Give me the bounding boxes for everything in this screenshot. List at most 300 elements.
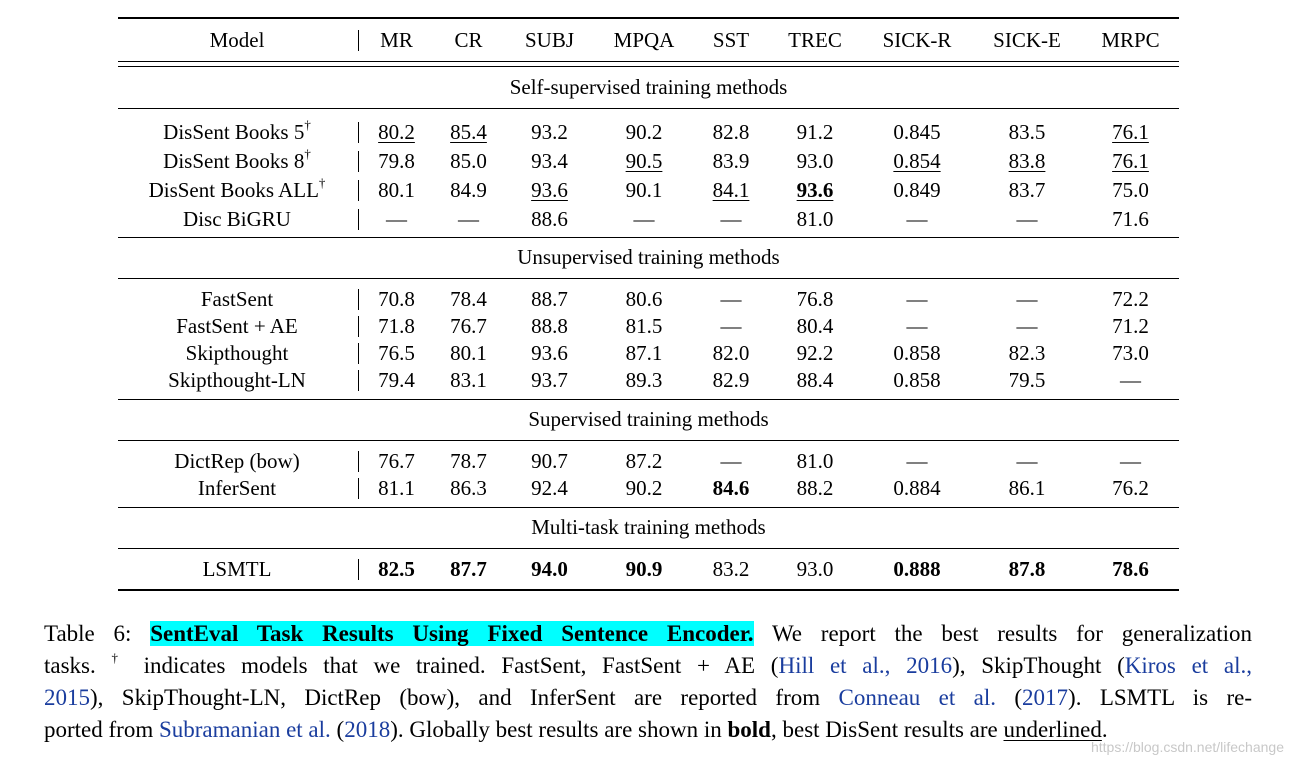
citation-subramanian[interactable]: Subramanian et al.: [158, 717, 331, 742]
value-text: 80.2: [378, 120, 415, 144]
value-cell-cr: [432, 120, 505, 144]
value-text: 86.3: [450, 476, 487, 500]
value-cell-mrpc: [1082, 557, 1179, 581]
value-text: 90.7: [531, 449, 568, 473]
value-cell-sick-e: [972, 368, 1082, 392]
value-text: 79.4: [378, 368, 415, 392]
value-text: 84.6: [712, 476, 750, 500]
header-sick-r: SICK-R: [882, 28, 952, 52]
value-cell-trec: [768, 207, 862, 231]
section-title-self-supervised-training-methods: Self-supervised training methods: [509, 75, 788, 99]
table-row: [118, 314, 1179, 338]
value-cell-sick-r: [862, 341, 972, 365]
value-text: 88.7: [531, 287, 568, 311]
caption-line-3: 2015), SkipThought-LN, DictRep (bow), and InferSent are reported from Conneau et al. (2017). LSMTL is re-: [44, 685, 1253, 710]
value-cell-cr: [432, 368, 505, 392]
table-row: [118, 476, 1179, 500]
value-cell-mrpc: [1082, 341, 1179, 365]
value-text: 92.2: [796, 341, 834, 365]
value-cell-trec: [768, 120, 862, 144]
watermark: https://blog.csdn.net/lifechange: [1090, 739, 1284, 755]
column-separator: [358, 559, 359, 580]
section-title-supervised-training-methods: Supervised training methods: [528, 407, 769, 431]
caption-text: , best DisSent results are: [770, 717, 998, 742]
model-name: DisSent Books 8: [163, 149, 305, 173]
model-name-cell: [118, 146, 356, 173]
value-text: 76.7: [378, 449, 415, 473]
value-cell-cr: [432, 341, 505, 365]
value-cell-sst: [694, 207, 768, 231]
value-cell-mpqa: [594, 149, 694, 173]
value-cell-subj: [505, 207, 594, 231]
section-title-unsupervised-training-methods: Unsupervised training methods: [517, 245, 780, 269]
value-text: 81.0: [796, 207, 834, 231]
value-cell-mr: [361, 149, 432, 173]
value-text: —: [633, 207, 655, 231]
value-text: 87.7: [450, 557, 487, 581]
value-text: 70.8: [378, 287, 415, 311]
value-text: 90.5: [625, 149, 663, 173]
value-text: 80.1: [450, 341, 487, 365]
citation-kiros-year[interactable]: 2015: [44, 685, 90, 710]
value-text: 85.4: [450, 120, 487, 144]
column-separator: [358, 122, 359, 143]
section-end-rule: [118, 507, 1179, 508]
caption-line-2: [44, 650, 1252, 682]
value-cell-sick-e: [972, 120, 1082, 144]
value-text: 80.4: [796, 314, 834, 338]
value-cell-subj: [505, 149, 594, 173]
value-text: 93.2: [531, 120, 568, 144]
citation-hill-2016[interactable]: Hill et al., 2016: [778, 653, 953, 678]
section-end-rule: [118, 399, 1179, 400]
bold-word: bold: [727, 717, 771, 742]
value-cell-trec: [768, 368, 862, 392]
value-cell-sick-e: [972, 149, 1082, 173]
value-cell-sick-r: [862, 449, 972, 473]
section-rule: [118, 108, 1179, 109]
header-subj: SUBJ: [524, 28, 575, 52]
value-text: —: [906, 287, 928, 311]
value-text: 79.8: [378, 149, 415, 173]
value-text: 80.1: [378, 178, 415, 202]
value-text: 83.7: [1008, 178, 1046, 202]
value-text: 80.6: [625, 287, 663, 311]
model-name-cell: [118, 287, 356, 311]
model-name: DisSent Books ALL: [148, 178, 319, 202]
table-row: [118, 175, 1179, 202]
caption-text: We report the best results for generalization: [771, 621, 1252, 646]
table-caption: [44, 618, 1252, 746]
value-text: —: [720, 207, 742, 231]
value-text: 76.5: [378, 341, 415, 365]
header-trec: TREC: [788, 28, 842, 52]
column-separator: [358, 289, 359, 310]
column-separator: [358, 370, 359, 391]
value-text: 93.7: [531, 368, 568, 392]
value-cell-sick-e: [972, 449, 1082, 473]
value-text: 93.6: [796, 178, 834, 202]
value-cell-mrpc: [1082, 149, 1179, 173]
value-text: 78.4: [450, 287, 487, 311]
value-cell-sst: [694, 476, 768, 500]
value-cell-mpqa: [594, 314, 694, 338]
column-separator: [358, 451, 359, 472]
value-text: —: [720, 314, 742, 338]
value-cell-mpqa: [594, 476, 694, 500]
value-cell-subj: [505, 368, 594, 392]
value-cell-sick-r: [862, 149, 972, 173]
value-text: —: [906, 314, 928, 338]
value-cell-sick-r: [862, 287, 972, 311]
value-cell-sick-e: [972, 178, 1082, 202]
bottom-rule: [118, 589, 1179, 591]
header-sst: SST: [712, 28, 750, 52]
value-text: 78.6: [1112, 557, 1149, 581]
value-text: 93.0: [796, 149, 834, 173]
value-cell-mr: [361, 476, 432, 500]
value-text: 76.7: [450, 314, 487, 338]
model-name: FastSent: [200, 287, 274, 311]
model-name-cell: [118, 449, 356, 473]
underlined-word: underlined: [1003, 717, 1102, 742]
value-text: 82.9: [712, 368, 750, 392]
value-text: 71.6: [1112, 207, 1149, 231]
value-text: 76.1: [1112, 149, 1149, 173]
model-name-cell: [118, 368, 356, 392]
table-row: [118, 449, 1179, 473]
value-cell-subj: [505, 341, 594, 365]
value-text: —: [1016, 314, 1038, 338]
value-cell-subj: [505, 449, 594, 473]
value-text: 90.9: [625, 557, 663, 581]
value-cell-sst: [694, 120, 768, 144]
value-cell-mpqa: [594, 287, 694, 311]
value-text: —: [906, 207, 928, 231]
value-text: 84.9: [450, 178, 487, 202]
model-name-cell: [118, 314, 356, 338]
value-cell-mrpc: [1082, 120, 1179, 144]
value-cell-mrpc: [1082, 207, 1179, 231]
value-text: 88.2: [796, 476, 834, 500]
value-cell-sick-e: [972, 341, 1082, 365]
value-text: 82.5: [378, 557, 415, 581]
model-name: Skipthought-LN: [168, 368, 306, 392]
value-cell-mpqa: [594, 178, 694, 202]
caption-text: indicates models that we trained. FastSent, FastSent + AE (: [143, 653, 779, 678]
value-text: 93.6: [531, 341, 568, 365]
caption-label: Table 6:: [44, 621, 132, 646]
value-cell-mr: [361, 557, 432, 581]
header-mpqa: MPQA: [613, 28, 675, 52]
model-name-cell: [118, 117, 356, 144]
value-cell-mr: [361, 314, 432, 338]
value-cell-subj: [505, 476, 594, 500]
value-text: 83.8: [1008, 149, 1046, 173]
value-cell-mpqa: [594, 341, 694, 365]
caption-line-1: [44, 618, 1252, 650]
value-cell-sst: [694, 341, 768, 365]
value-text: —: [720, 287, 742, 311]
value-cell-sick-r: [862, 557, 972, 581]
caption-text: tasks.: [44, 653, 96, 678]
value-text: 87.1: [625, 341, 663, 365]
header-model: Model: [209, 28, 265, 52]
value-cell-sick-e: [972, 207, 1082, 231]
model-name-cell: [118, 175, 356, 202]
value-text: —: [720, 449, 742, 473]
section-rule: [118, 278, 1179, 279]
model-name: LSMTL: [202, 557, 272, 581]
value-text: 72.2: [1112, 287, 1149, 311]
value-cell-mr: [361, 178, 432, 202]
model-name-cell: [118, 341, 356, 365]
value-text: 94.0: [531, 557, 568, 581]
value-cell-sst: [694, 449, 768, 473]
value-cell-trec: [768, 449, 862, 473]
value-cell-sick-r: [862, 120, 972, 144]
table-row: [118, 557, 1179, 581]
value-cell-cr: [432, 449, 505, 473]
value-cell-mrpc: [1082, 287, 1179, 311]
dagger-mark: †: [304, 117, 311, 132]
value-cell-mrpc: [1082, 449, 1179, 473]
value-text: 81.0: [796, 449, 834, 473]
header-cr: CR: [454, 28, 483, 52]
column-separator: [358, 180, 359, 201]
value-cell-sick-r: [862, 368, 972, 392]
value-text: 83.1: [450, 368, 487, 392]
value-cell-mpqa: [594, 120, 694, 144]
value-cell-sick-e: [972, 287, 1082, 311]
value-cell-sick-e: [972, 314, 1082, 338]
caption-line-4: ported from Subramanian et al. (2018). Globally best results are shown in bold, best DisSent results are underlined.: [44, 717, 1108, 742]
value-text: 91.2: [796, 120, 834, 144]
value-text: 71.2: [1112, 314, 1149, 338]
value-text: —: [1016, 207, 1038, 231]
value-text: 89.3: [625, 368, 663, 392]
value-cell-subj: [505, 314, 594, 338]
column-separator: [358, 478, 359, 499]
top-rule: [118, 17, 1179, 19]
value-cell-mrpc: [1082, 314, 1179, 338]
value-cell-sick-r: [862, 207, 972, 231]
value-text: 83.9: [712, 149, 750, 173]
value-cell-trec: [768, 178, 862, 202]
value-text: 78.7: [450, 449, 487, 473]
value-text: 73.0: [1112, 341, 1149, 365]
value-cell-sst: [694, 287, 768, 311]
section-rule: [118, 548, 1179, 549]
model-name: Disc BiGRU: [183, 207, 291, 231]
header-mrpc: MRPC: [1101, 28, 1160, 52]
model-name-cell: [118, 557, 356, 581]
caption-highlighted-title: SentEval Task Results Using Fixed Sentence Encoder.: [150, 621, 754, 646]
value-cell-sick-r: [862, 314, 972, 338]
value-text: 76.2: [1112, 476, 1149, 500]
value-cell-cr: [432, 149, 505, 173]
value-text: —: [1016, 287, 1038, 311]
value-cell-mpqa: [594, 207, 694, 231]
value-text: 93.0: [796, 557, 834, 581]
value-text: 92.4: [531, 476, 568, 500]
value-text: —: [1120, 368, 1141, 392]
value-text: 76.8: [796, 287, 834, 311]
dagger-mark: †: [318, 175, 326, 190]
value-cell-trec: [768, 476, 862, 500]
value-text: 83.2: [712, 557, 750, 581]
value-text: 0.858: [893, 341, 941, 365]
table-row: [118, 207, 1179, 231]
value-cell-mr: [361, 120, 432, 144]
value-text: 0.858: [893, 368, 941, 392]
value-cell-mrpc: [1082, 178, 1179, 202]
value-cell-subj: [505, 178, 594, 202]
citation-kiros-2015[interactable]: Kiros et al.,: [1124, 653, 1252, 678]
caption-text: ), SkipThought-LN, DictRep (bow), and InferSent are reported from: [90, 685, 821, 710]
value-text: 88.4: [796, 368, 834, 392]
value-cell-mrpc: [1082, 476, 1179, 500]
value-text: —: [386, 207, 407, 231]
section-rule: [118, 440, 1179, 441]
value-text: 81.5: [625, 314, 663, 338]
value-cell-mr: [361, 449, 432, 473]
caption-text: ), SkipThought (: [952, 653, 1125, 678]
value-text: 0.888: [893, 557, 941, 581]
value-cell-cr: [432, 557, 505, 581]
value-text: 82.3: [1008, 341, 1046, 365]
model-name: InferSent: [197, 476, 277, 500]
value-text: 90.2: [625, 476, 663, 500]
value-text: 88.8: [531, 314, 568, 338]
value-cell-mrpc: [1082, 368, 1179, 392]
value-text: 79.5: [1008, 368, 1046, 392]
value-text: 90.1: [625, 178, 663, 202]
value-cell-cr: [432, 178, 505, 202]
value-cell-trec: [768, 287, 862, 311]
value-text: —: [458, 207, 479, 231]
value-cell-subj: [505, 557, 594, 581]
value-text: 0.845: [893, 120, 941, 144]
value-cell-trec: [768, 557, 862, 581]
caption-text: . Globally best results are shown in: [397, 717, 722, 742]
caption-text: .: [1101, 717, 1108, 742]
value-text: 0.854: [893, 149, 941, 173]
value-text: —: [906, 449, 928, 473]
value-cell-sick-e: [972, 476, 1082, 500]
value-text: 83.5: [1008, 120, 1046, 144]
value-cell-trec: [768, 314, 862, 338]
value-cell-sick-r: [862, 178, 972, 202]
value-text: 86.1: [1008, 476, 1046, 500]
value-text: 84.1: [712, 178, 750, 202]
value-cell-trec: [768, 341, 862, 365]
table-row: [118, 287, 1179, 311]
value-cell-sst: [694, 368, 768, 392]
value-cell-mpqa: [594, 368, 694, 392]
header-mr: MR: [380, 28, 413, 52]
value-cell-sst: [694, 178, 768, 202]
value-cell-cr: [432, 207, 505, 231]
header-sick-e: SICK-E: [993, 28, 1061, 52]
citation-subramanian-year[interactable]: 2018: [344, 717, 391, 742]
section-end-rule: [118, 237, 1179, 238]
value-cell-sst: [694, 149, 768, 173]
value-text: 87.8: [1008, 557, 1046, 581]
value-cell-mr: [361, 368, 432, 392]
value-text: 90.2: [625, 120, 663, 144]
value-text: 75.0: [1112, 178, 1149, 202]
value-text: —: [1016, 449, 1038, 473]
model-name-cell: [118, 476, 356, 500]
value-text: 82.0: [712, 341, 750, 365]
value-text: 0.884: [893, 476, 941, 500]
value-text: 82.8: [712, 120, 750, 144]
model-name: Skipthought: [185, 341, 289, 365]
value-text: 87.2: [625, 449, 663, 473]
value-text: 93.6: [531, 178, 568, 202]
table-row: [118, 117, 1179, 144]
value-text: 88.6: [531, 207, 568, 231]
header-rule-2: [118, 66, 1179, 67]
value-text: 0.849: [893, 178, 941, 202]
value-text: —: [1120, 449, 1141, 473]
table-row: [118, 368, 1179, 392]
value-cell-trec: [768, 149, 862, 173]
model-name: DictRep (bow): [174, 449, 300, 473]
caption-text: ported from: [44, 717, 154, 742]
value-cell-cr: [432, 287, 505, 311]
value-text: 71.8: [378, 314, 415, 338]
dagger-mark: †: [111, 650, 128, 666]
value-cell-cr: [432, 476, 505, 500]
value-text: 93.4: [531, 149, 568, 173]
value-text: 81.1: [378, 476, 415, 500]
value-cell-sick-r: [862, 476, 972, 500]
column-separator: [358, 316, 359, 337]
value-cell-mpqa: [594, 557, 694, 581]
value-cell-mr: [361, 287, 432, 311]
column-separator: [358, 343, 359, 364]
citation-conneau-year[interactable]: 2017: [1022, 685, 1069, 710]
value-cell-cr: [432, 314, 505, 338]
table-row: [118, 146, 1179, 173]
value-cell-mpqa: [594, 449, 694, 473]
column-separator: [358, 30, 359, 51]
value-cell-subj: [505, 120, 594, 144]
header-row: [118, 28, 1179, 52]
model-name-cell: [118, 207, 356, 231]
dagger-mark: †: [304, 146, 311, 161]
value-cell-sick-e: [972, 557, 1082, 581]
model-name: FastSent + AE: [176, 314, 298, 338]
caption-text: LSMTL is re-: [1099, 685, 1253, 710]
value-cell-mr: [361, 207, 432, 231]
table-row: [118, 341, 1179, 365]
column-separator: [358, 151, 359, 172]
section-title-multi-task-training-methods: Multi-task training methods: [531, 515, 766, 539]
value-text: 76.1: [1112, 120, 1149, 144]
column-separator: [358, 209, 359, 230]
value-cell-mr: [361, 341, 432, 365]
value-cell-sst: [694, 557, 768, 581]
value-cell-subj: [505, 287, 594, 311]
header-rule-1: [118, 61, 1179, 62]
model-name: DisSent Books 5: [163, 120, 305, 144]
value-text: 85.0: [450, 149, 487, 173]
value-cell-sst: [694, 314, 768, 338]
citation-conneau[interactable]: Conneau et al.: [838, 685, 996, 710]
